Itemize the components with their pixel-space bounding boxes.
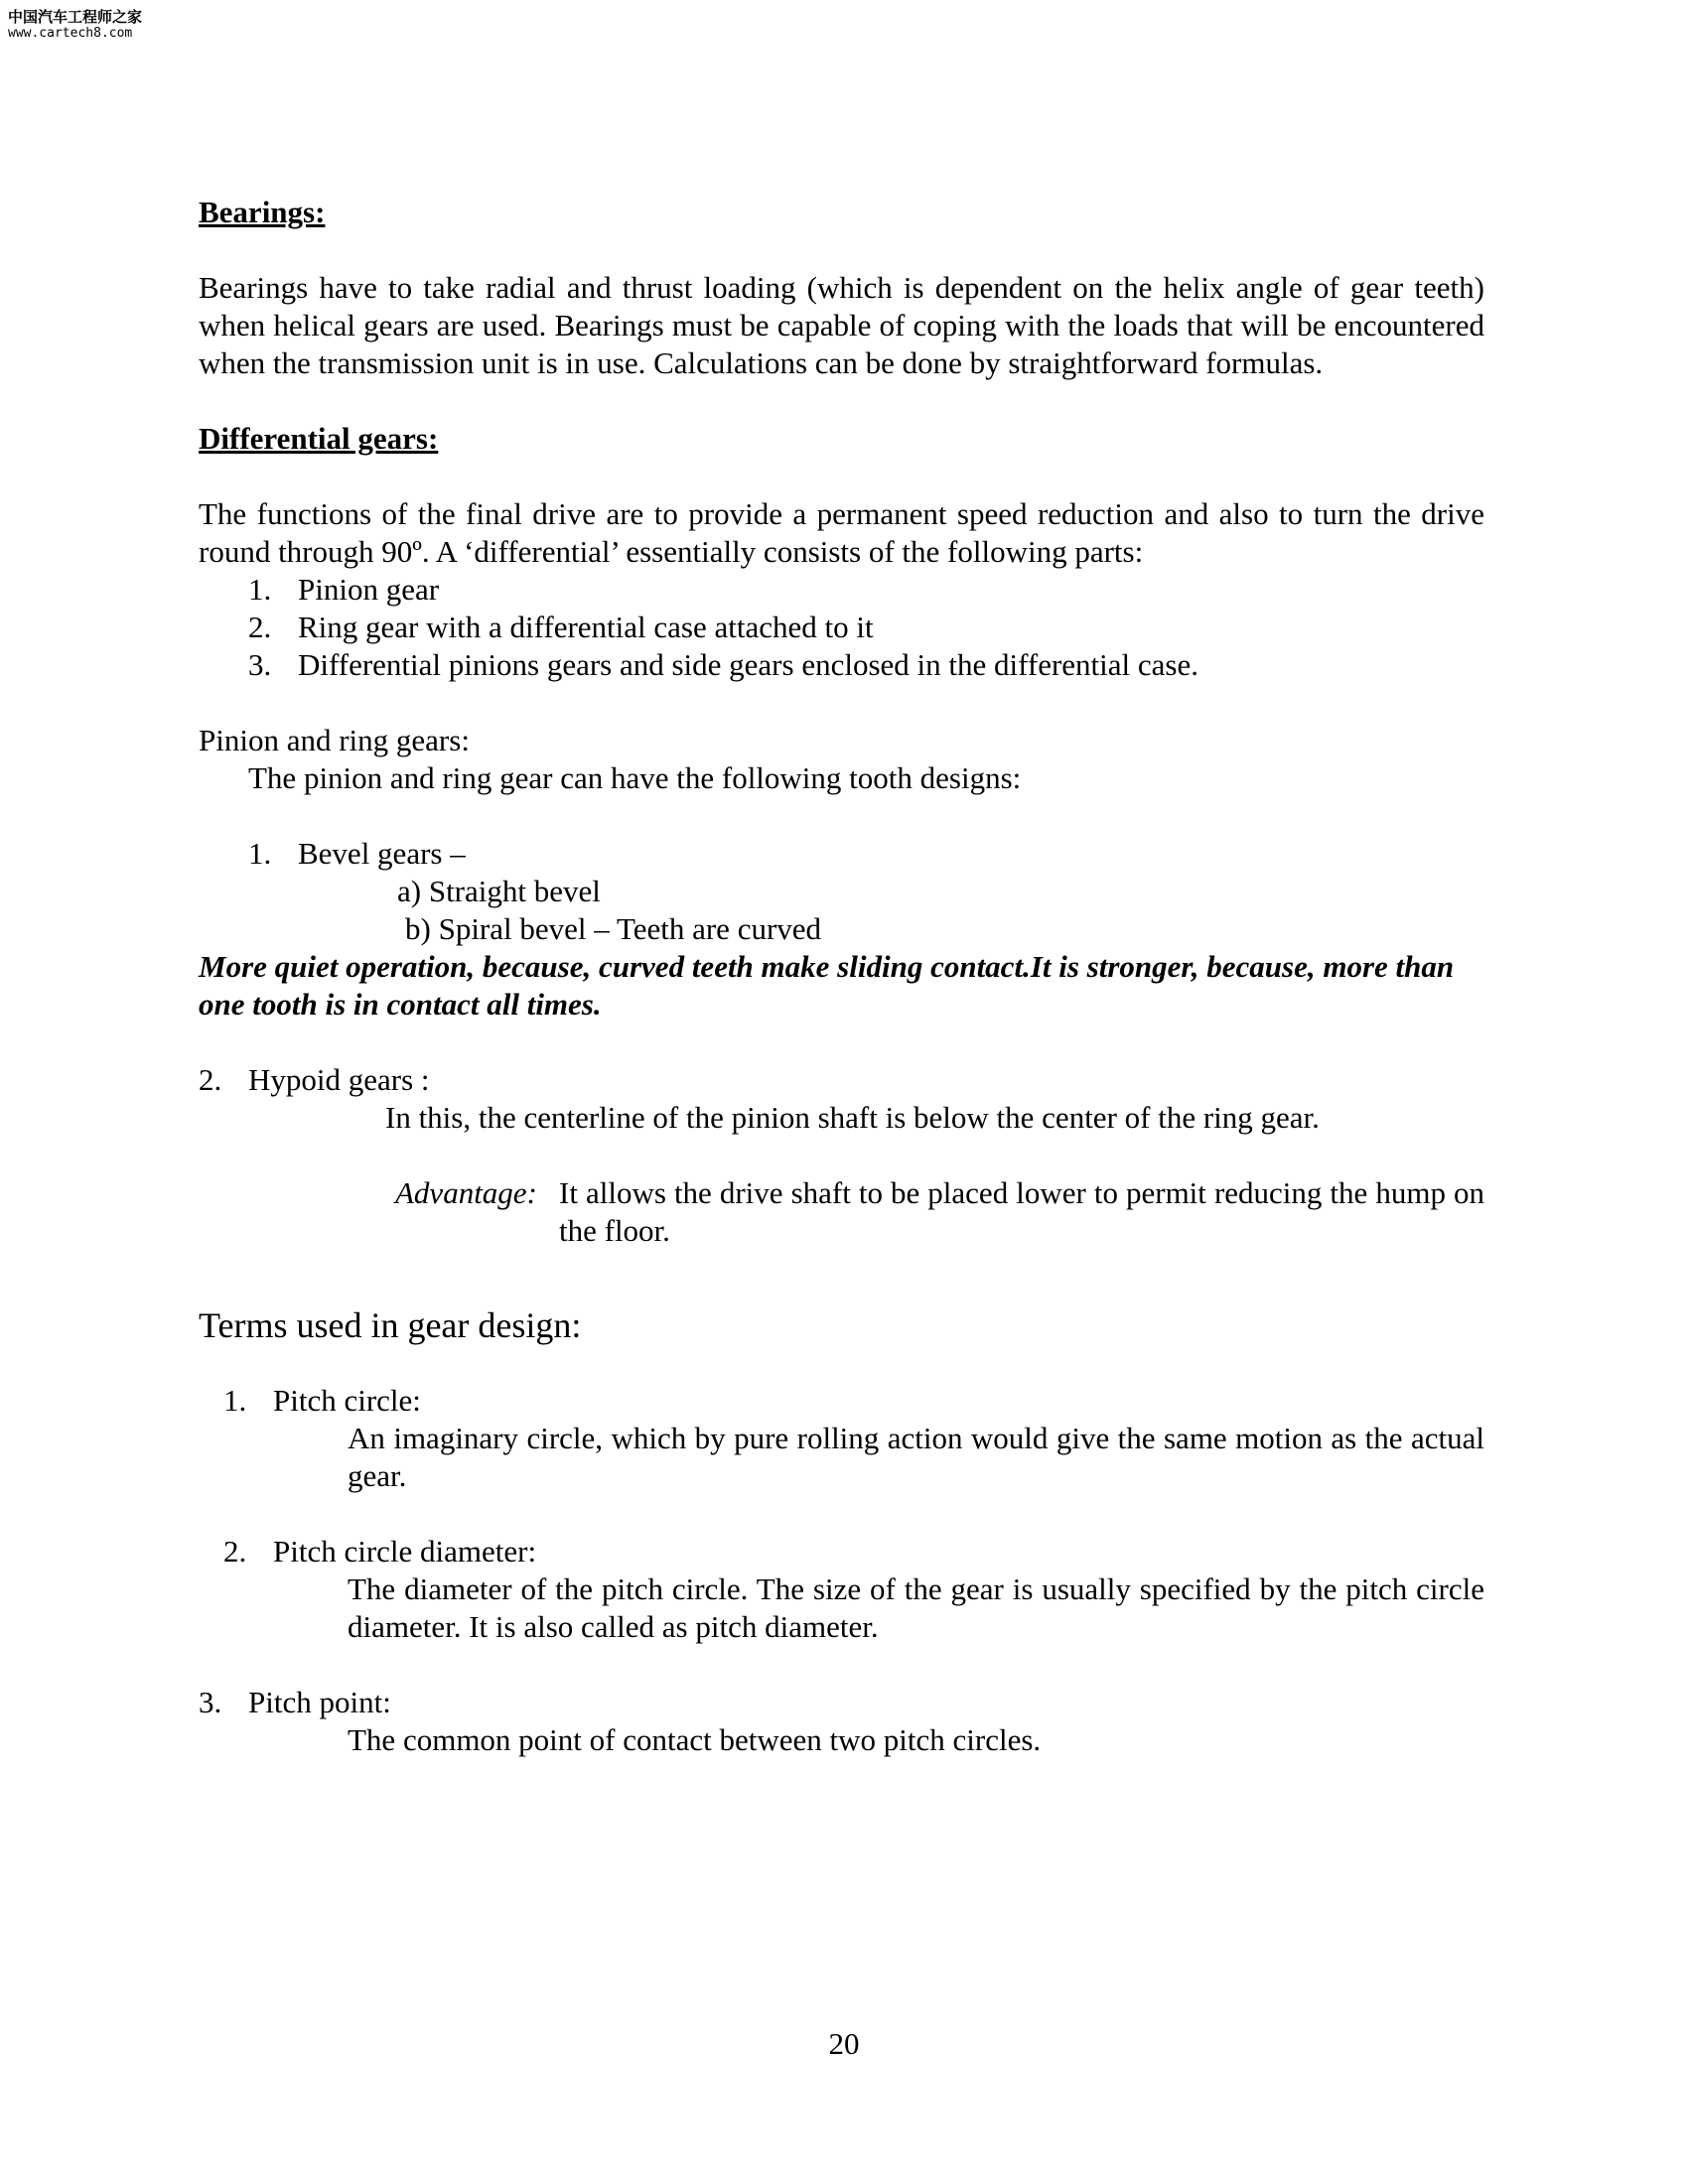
bevel-gears-item <box>199 835 1484 873</box>
term-definition: An imaginary circle, which by pure rolling action would give the same motion as the actual gear. <box>348 1421 1484 1493</box>
list-text: Differential pinions gears and side gears enclosed in the differential case. <box>298 647 1198 682</box>
watermark-logo <box>8 8 142 42</box>
advantage-text: It allows the drive shaft to be placed lower to permit reducing the hump on the floor. <box>559 1175 1484 1248</box>
list-item <box>199 1684 1484 1721</box>
spiral-bevel-text: b) Spiral bevel – Teeth are curved <box>405 911 822 946</box>
bearings-paragraph: Bearings have to take radial and thrust loading (which is dependent on the helix angle of gear teeth) when helical gears are used. Bearings must be capable of coping with the loads that will be encountered when the transmission unit is in use. Calculations can be done by straightforward formulas. <box>199 270 1484 380</box>
hypoid-gears-item <box>199 1061 1484 1099</box>
terms-title: Terms used in gear design: <box>199 1305 582 1345</box>
hypoid-advantage <box>199 1174 1484 1250</box>
list-number: 1. <box>248 836 272 871</box>
list-item <box>248 646 1484 684</box>
pinion-ring-intro: The pinion and ring gear can have the following tooth designs: <box>248 760 1022 795</box>
differential-heading: Differential gears: <box>199 421 439 456</box>
hypoid-gears-label: Hypoid gears : <box>248 1062 430 1097</box>
bearings-heading: Bearings: <box>199 195 326 229</box>
watermark-chinese-text: 中国汽车工程师之家 <box>8 8 143 26</box>
list-number: 1. <box>223 1383 247 1418</box>
list-number: 1. <box>248 572 272 607</box>
term-label: Pitch circle: <box>273 1383 421 1418</box>
straight-bevel-text: a) Straight bevel <box>397 874 601 908</box>
differential-parts-list <box>199 571 1484 684</box>
list-number: 2. <box>223 1534 247 1569</box>
list-number: 3. <box>248 647 272 682</box>
differential-paragraph: The functions of the final drive are to provide a permanent speed reduction and also to turn the drive round through 90º. A ‘differential’ essentially consists of the following parts: <box>199 496 1484 569</box>
list-item <box>248 609 1484 646</box>
list-item <box>199 1382 1484 1420</box>
hypoid-description: In this, the centerline of the pinion shaft is below the center of the ring gear. <box>385 1100 1320 1135</box>
list-number: 2. <box>199 1062 222 1097</box>
document-page <box>199 194 1484 1759</box>
term-label: Pitch circle diameter: <box>273 1534 537 1569</box>
list-number: 3. <box>199 1685 222 1719</box>
bevel-gears-label: Bevel gears – <box>298 836 466 871</box>
advantage-label: Advantage: <box>395 1175 537 1210</box>
list-item <box>248 571 1484 609</box>
spiral-bevel-emphasis: More quiet operation, because, curved teeth make sliding contact.It is stronger, because, more than one tooth is in contact all times. <box>199 949 1455 1022</box>
term-definition: The diameter of the pitch circle. The size of the gear is usually specified by the pitch circle diameter. It is also called as pitch diameter. <box>348 1571 1484 1644</box>
list-number: 2. <box>248 610 272 644</box>
list-text: Pinion gear <box>298 572 440 607</box>
watermark-url: www.cartech8.com <box>8 26 133 41</box>
list-text: Ring gear with a differential case attached to it <box>298 610 874 644</box>
list-item <box>199 1533 1484 1570</box>
terms-list <box>199 1382 1484 1759</box>
term-label: Pitch point: <box>248 1685 391 1719</box>
pinion-ring-title: Pinion and ring gears: <box>199 723 470 757</box>
page-number: 20 <box>828 2026 860 2061</box>
term-definition: The common point of contact between two pitch circles. <box>348 1722 1042 1757</box>
